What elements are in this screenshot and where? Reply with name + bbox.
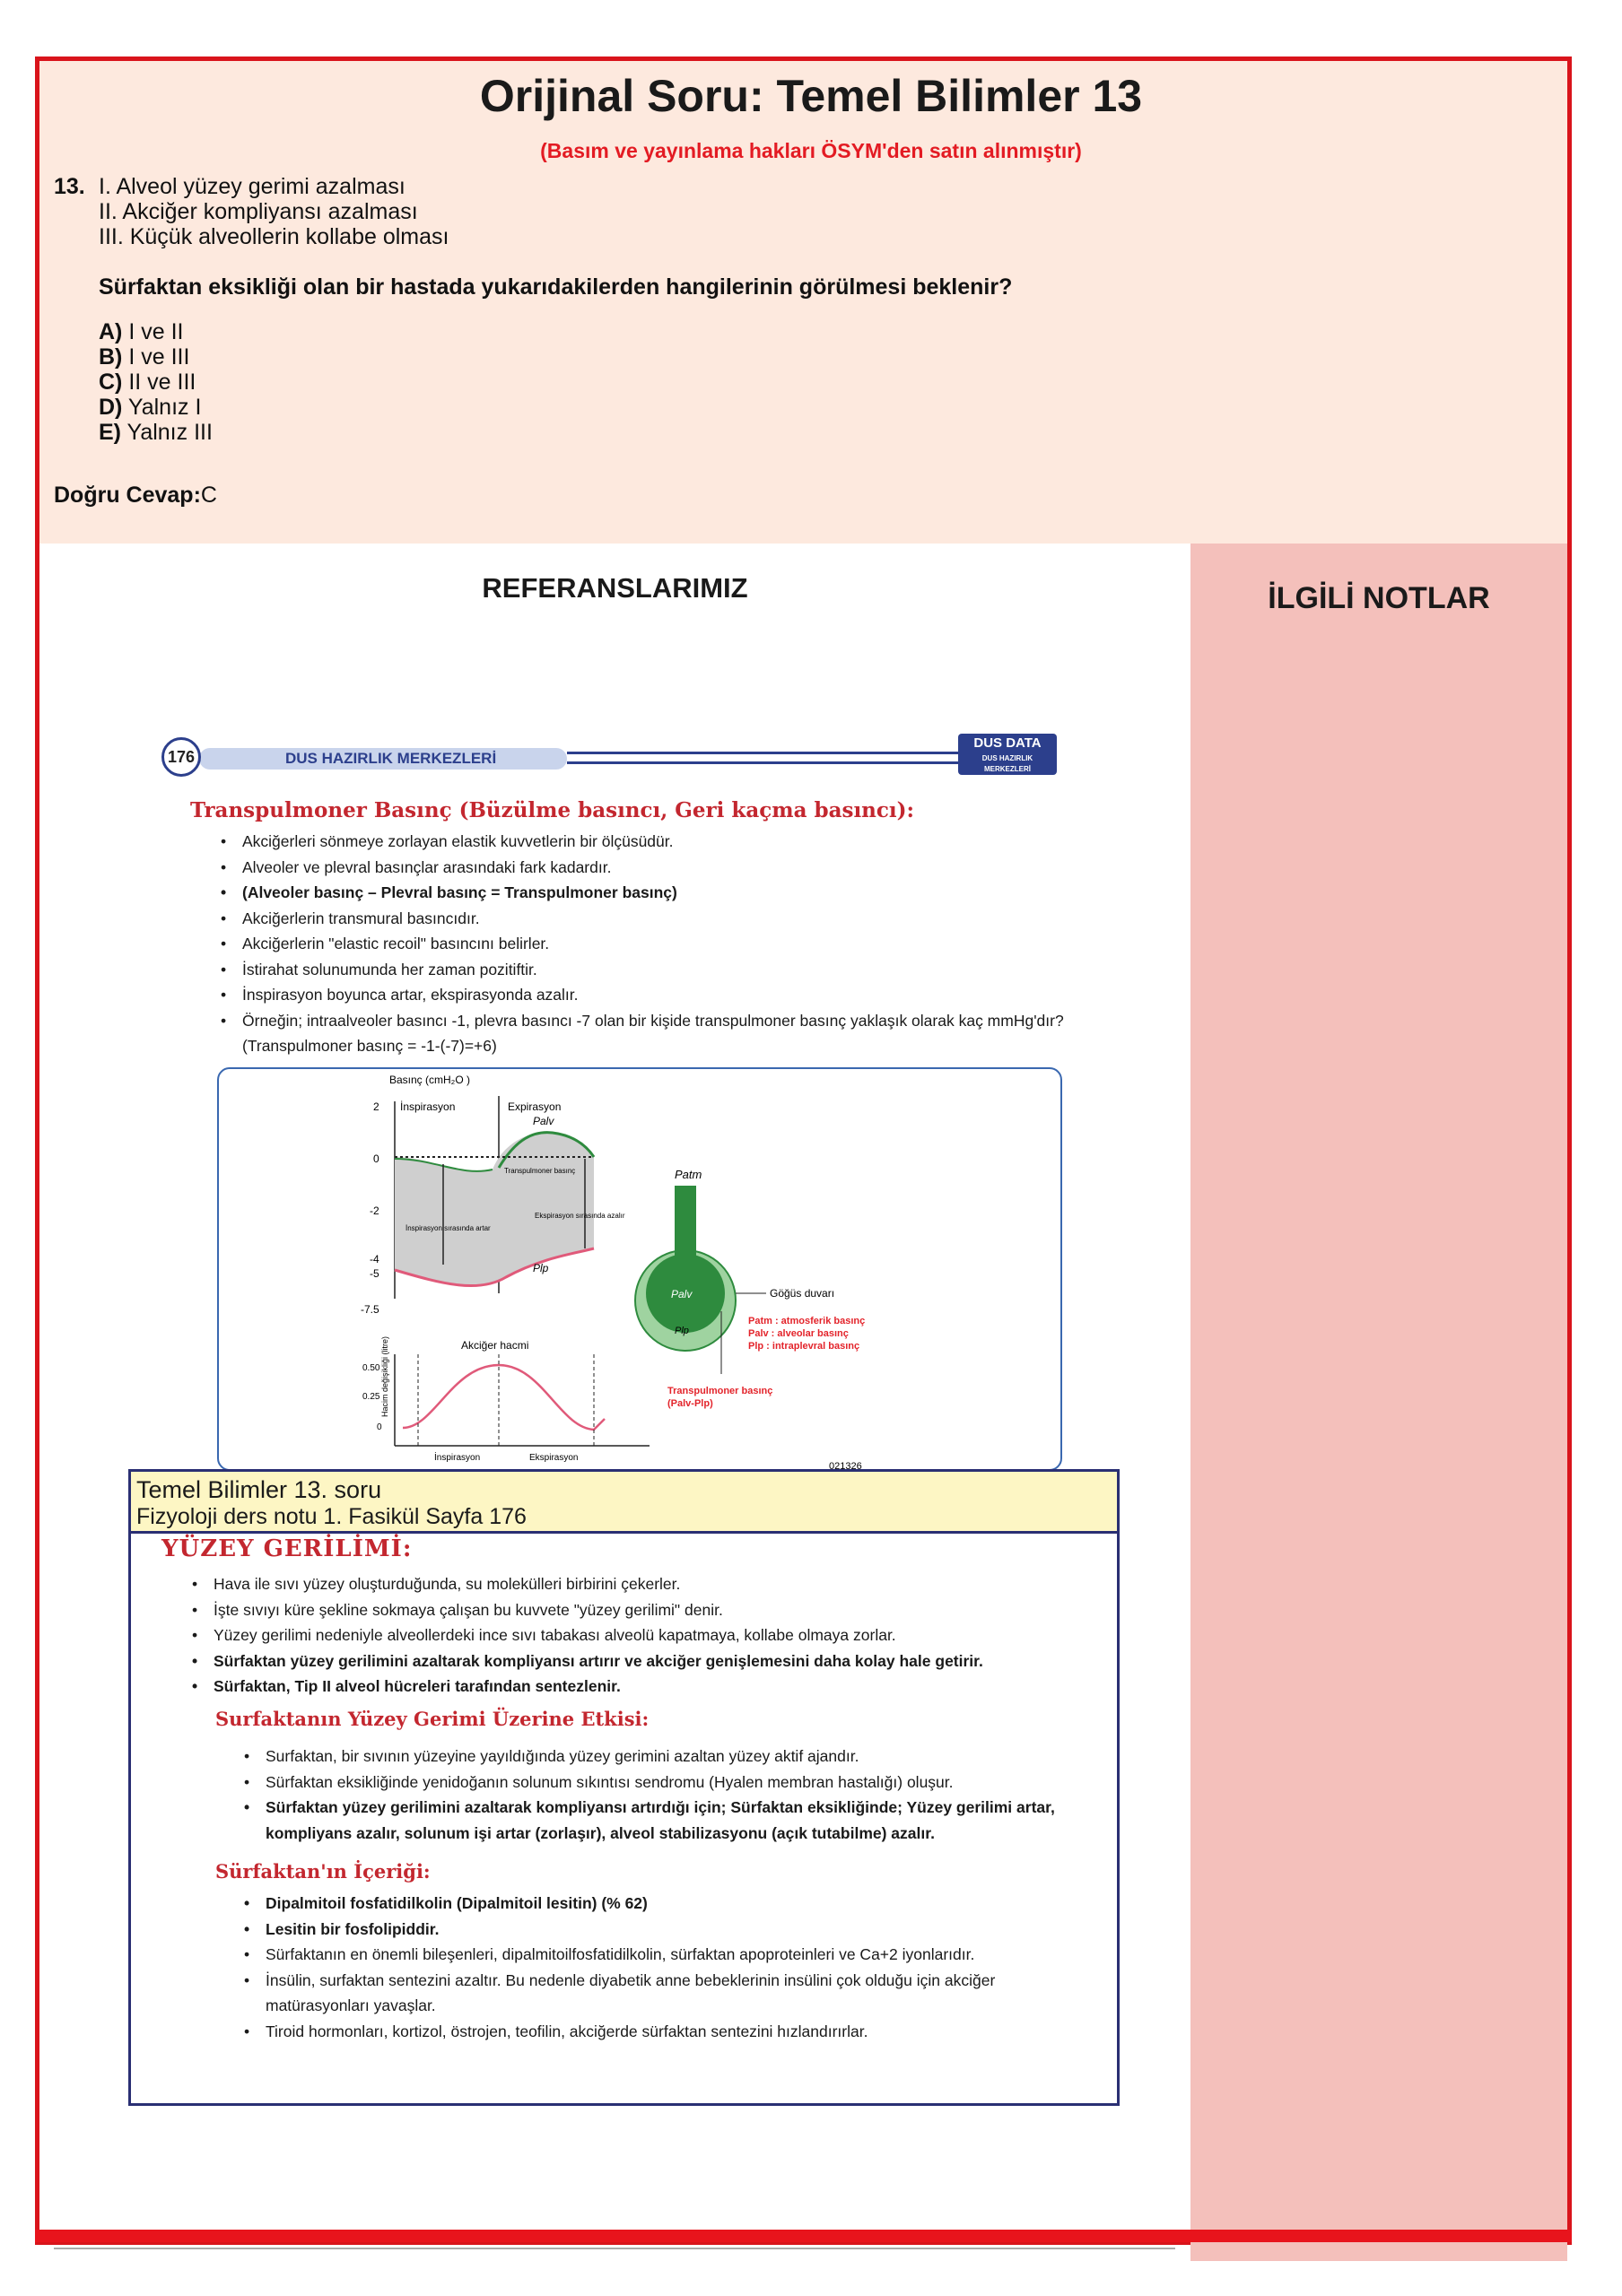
transpulmoner-arrow-label: Transpulmoner basınç <box>504 1167 576 1175</box>
section-yuzey-gerilimi-title: YÜZEY GERİLİMİ: <box>161 1535 413 1562</box>
list-item: • Sürfaktanın en önemli bileşenleri, dipalmitoilfosfatidilkolin, sürfaktan apoproteinleri ve Ca+2 iyonlarıdır. <box>240 1942 1075 1968</box>
patm-label: Patm <box>675 1168 702 1181</box>
notes-title: İLGİLİ NOTLAR <box>1268 581 1490 615</box>
legend-patm: Patm : atmosferik basınç <box>748 1316 866 1326</box>
list-item: • Lesitin bir fosfolipiddir. <box>240 1917 1075 1943</box>
list-item: • Surfaktan, bir sıvının yüzeyine yayıldığında yüzey gerimini azaltan yüzey aktif ajandır. <box>240 1744 1075 1770</box>
pressure-figure <box>217 1067 1062 1471</box>
list-item: • İstirahat solunumunda her zaman pozitiftir. <box>217 957 1078 983</box>
plp-in-lung: Plp <box>675 1326 689 1336</box>
list-item: • İnsülin, surfaktan sentezini azaltır. Bu nedenle diyabetik anne bebeklerinin insülini çok olduğu için akciğer matürasyonları yavaşlar. <box>240 1968 1075 2019</box>
option-text: Yalnız I <box>122 395 202 420</box>
callout-subtitle: Fizyoloji ders notu 1. Fasikül Sayfa 176 <box>136 1504 527 1529</box>
formula: (Alveoler basınç – Plevral basınç = Transpulmoner basınç) <box>242 883 677 901</box>
list-item: • Akciğerleri sönmeye zorlayan elastik kuvvetlerin bir ölçüsüdür. <box>217 829 1078 855</box>
tick-label: 0 <box>373 1152 379 1165</box>
volume-title: Akciğer hacmi <box>461 1339 529 1352</box>
chest-wall-label: Göğüs duvarı <box>770 1287 835 1300</box>
option-text: I ve III <box>122 344 190 370</box>
transpulmoner-bullets <box>217 829 1078 1059</box>
list-item: • Akciğerlerin "elastic recoil" basıncını belirler. <box>217 931 1078 957</box>
list-item: • Tiroid hormonları, kortizol, östrojen, teofilin, akciğerde sürfaktan sentezini hızlandırırlar. <box>240 2019 1075 2045</box>
surfaktan-etkisi-bullets <box>240 1744 1075 1846</box>
question-item-1: I. Alveol yüzey gerimi azalması <box>99 174 406 199</box>
list-item: • Hava ile sıvı yüzey oluşturduğunda, su molekülleri birbirini çekerler. <box>188 1571 1094 1597</box>
yuzey-gerilimi-bullets <box>188 1571 1094 1700</box>
vol-exp-label: Ekspirasyon <box>529 1453 579 1463</box>
section-transpulmoner-title: Transpulmoner Basınç (Büzülme basıncı, Geri kaçma basıncı): <box>190 798 915 822</box>
option-a[interactable] <box>99 319 183 345</box>
notes-panel <box>1190 544 1567 2261</box>
option-letter: E) <box>99 420 121 445</box>
question-item-2: II. Akciğer kompliyansı azalması <box>99 199 418 224</box>
formula-line <box>217 880 1078 906</box>
volume-curve <box>403 1365 605 1430</box>
list-item: • Sürfaktan yüzey gerilimini azaltarak kompliyansı artırdığı için; Sürfaktan eksikliğinde; Yüzey gerilimi artar, kompliyans azalır, solunum işi artar (zorlaşır), alveol stabilizasyonu (açık tutabilme) azalır. <box>240 1795 1075 1846</box>
option-letter: D) <box>99 395 123 420</box>
tick-label: -7.5 <box>361 1303 379 1316</box>
section-surfaktan-etkisi-title: Surfaktanın Yüzey Gerimi Üzerine Etkisi: <box>215 1708 650 1730</box>
option-text: Yalnız III <box>121 420 213 445</box>
answer-label: Doğru Cevap: <box>54 483 201 508</box>
expiration-label: Expirasyon <box>508 1100 562 1113</box>
correct-answer <box>54 483 217 509</box>
logo-text: DUS DATA <box>973 735 1042 751</box>
answer-value: C <box>200 483 217 508</box>
surfaktan-icerigi-bullets <box>240 1891 1075 2044</box>
palv-label: Palv <box>533 1115 554 1127</box>
bottom-line <box>54 2248 1175 2249</box>
transpulmoner-area <box>395 1133 594 1286</box>
option-text: I ve II <box>122 319 184 344</box>
option-letter: C) <box>99 370 123 395</box>
ppl-label: Plp <box>533 1262 549 1274</box>
question-number: 13. <box>54 174 85 199</box>
book-header-text: DUS HAZIRLIK MERKEZLERİ <box>285 750 497 767</box>
tick-label: -4 <box>370 1253 379 1265</box>
list-item: • İnspirasyon boyunca artar, ekspirasyonda azalır. <box>217 982 1078 1008</box>
option-text: II ve III <box>122 370 196 395</box>
logo-subtext: DUS HAZIRLIK MERKEZLERİ <box>981 754 1033 773</box>
palv-in-lung: Palv <box>671 1288 693 1300</box>
book-page-number: 176 <box>161 737 201 777</box>
book-header-lines <box>567 752 962 764</box>
dusdata-logo <box>958 734 1057 775</box>
insp-note: İnspirasyon sırasında artar <box>406 1224 491 1232</box>
airway <box>675 1186 696 1266</box>
callout-title: Temel Bilimler 13. soru <box>136 1476 382 1503</box>
bottom-bar <box>35 2230 1572 2242</box>
option-d[interactable] <box>99 395 201 421</box>
references-title: REFERANSLARIMIZ <box>482 572 748 604</box>
vol-tick: 0.50 <box>362 1363 380 1373</box>
question-stem: Sürfaktan eksikliği olan bir hastada yukarıdakilerden hangilerinin görülmesi beklenir? <box>99 274 1013 300</box>
list-item: • Yüzey gerilimi nedeniyle alveollerdeki ince sıvı tabakası alveolü kapatmaya, kollabe olmaya zorlar. <box>188 1622 1094 1648</box>
vol-tick: 0.25 <box>362 1392 380 1402</box>
option-letter: A) <box>99 319 123 344</box>
legend-plp: Plp : intraplevral basınç <box>748 1341 860 1352</box>
tick-label: 2 <box>373 1100 379 1113</box>
volume-axis-label: Hacim değişikliği (litre) <box>380 1335 389 1417</box>
list-item: • Sürfaktan, Tip II alveol hücreleri tarafından sentezlenir. <box>188 1674 1094 1700</box>
list-item: • Sürfaktan eksikliğinde yenidoğanın solunum sıkıntısı sendromu (Hyalen membran hastalığı) oluşur. <box>240 1770 1075 1796</box>
section-surfaktan-icerigi-title: Sürfaktan'ın İçeriği: <box>215 1860 431 1883</box>
tick-label: -5 <box>370 1267 379 1280</box>
list-item: • Örneğin; intraalveoler basıncı -1, plevra basıncı -7 olan bir kişide transpulmoner basınç yaklaşık olarak kaç mmHg'dır? (Transpulmoner basınç = -1-(-7)=+6) <box>217 1008 1078 1059</box>
option-b[interactable] <box>99 344 189 370</box>
copyright-note: (Basım ve yayınlama hakları ÖSYM'den satın alınmıştır) <box>540 139 1082 162</box>
tp-formula-line1: Transpulmoner basınç <box>667 1386 773 1396</box>
exp-note: Ekspirasyon sırasında azalır <box>535 1212 625 1220</box>
vol-tick: 0 <box>377 1422 382 1432</box>
list-item: • Alveoler ve plevral basınçlar arasındaki fark kadardır. <box>217 855 1078 881</box>
list-item: • Akciğerlerin transmural basıncıdır. <box>217 906 1078 932</box>
list-item: • Dipalmitoil fosfatidilkolin (Dipalmitoil lesitin) (% 62) <box>240 1891 1075 1917</box>
list-item: • İşte sıvıyı küre şekline sokmaya çalışan bu kuvvete "yüzey gerilimi" denir. <box>188 1597 1094 1623</box>
option-e[interactable] <box>99 420 213 446</box>
option-letter: B) <box>99 344 123 370</box>
vol-insp-label: İnspirasyon <box>434 1453 481 1463</box>
question-item-3: III. Küçük alveollerin kollabe olması <box>99 224 449 249</box>
list-item: • Sürfaktan yüzey gerilimini azaltarak kompliyansı artırır ve akciğer genişlemesini daha kolay hale getirir. <box>188 1648 1094 1674</box>
tp-formula-line2: (Palv-Plp) <box>667 1398 713 1409</box>
inspiration-label: İnspirasyon <box>400 1100 456 1113</box>
page-title: Orijinal Soru: Temel Bilimler 13 <box>479 71 1143 121</box>
question-panel <box>39 61 1567 544</box>
pressure-diagram <box>219 1069 1062 1471</box>
y-axis-label: Basınç (cmH₂O ) <box>389 1074 470 1086</box>
option-c[interactable] <box>99 370 196 396</box>
legend-palv: Palv : alveolar basınç <box>748 1328 849 1339</box>
tick-label: -2 <box>370 1205 379 1217</box>
figure-code: 021326 <box>829 1461 862 1471</box>
